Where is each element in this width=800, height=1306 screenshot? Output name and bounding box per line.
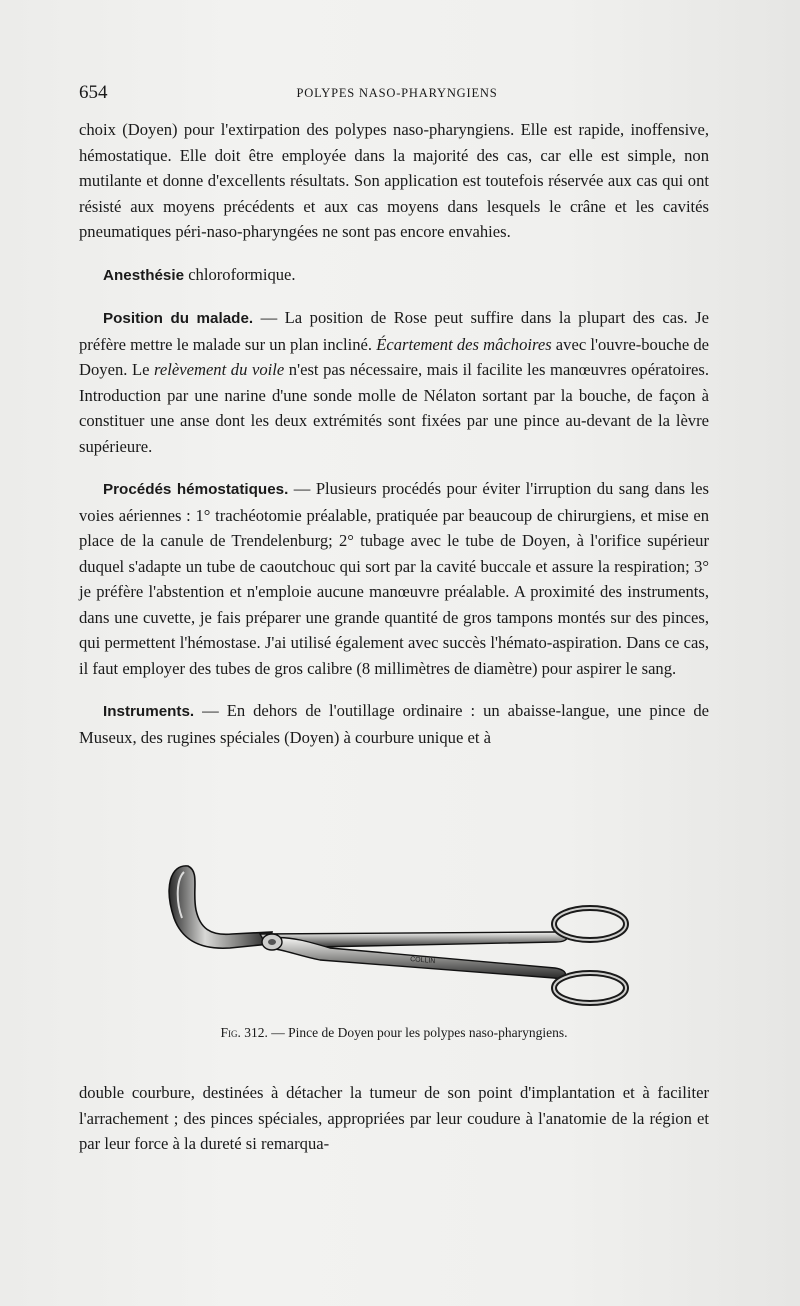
paragraph-text: avec l'ouvre-bouche de Doyen. Le xyxy=(79,334,709,379)
paragraph-text: n'est pas nécessaire, mais il facilite les manœuvres opératoires. Introduction par une narine d'une sonde molle de Nélaton sortant par la bouche, de façon à constituer une anse dont les deux extrémités sont fixées par une pince au-devant de la lèvre supérieure. xyxy=(79,360,709,456)
paragraph-lead: Position du malade. xyxy=(103,310,254,327)
paragraph-continuation: choix (Doyen) pour l'extirpation des polypes naso-pharyngiens. Elle est rapide, inoffensive, hémostatique. Elle doit être employée dans la majorité des cas, car elle est simple, non mutilante et donne d'excellents résultats. Son application est toutefois réservée aux cas qui ont résisté aux moyens précédents et aux cas moyens dans lesquels le crâne et les cavités pneumatiques péri-naso-pharyngées ne sont pas encore envahies. xyxy=(79,120,709,241)
body-text-top xyxy=(79,117,709,750)
page-header xyxy=(79,82,715,106)
paragraph-text: — Plusieurs procédés pour éviter l'irruption du sang dans les voies aériennes : 1° trachéotomie préalable, pratiquée par beaucoup de chirurgiens, et mise en place de la canule de Trendelenburg; 2° tubage avec le tube de Doyen, à l'orifice supérieur duquel s'adapte un tube de caoutchouc qui sort par la cavité buccale et assure la respiration; 3° je préfère l'abstention et n'emploie aucune manœuvre préalable. A proximité des instruments, dans une cuvette, je fais préparer une grande quantité de gros tampons montés sur des pinces, qui permettent l'hémostase. J'ai utilisé également avec succès l'hémato-aspiration. Dans ce cas, il faut employer des tubes de gros calibre (8 millimètres de diamètre) pour aspirer le sang. xyxy=(79,479,709,678)
paragraph-text: — La position de Rose peut suffire dans la plupart des cas. Je préfère mettre le malade sur un plan incliné. xyxy=(79,308,709,354)
paragraph-procedes-hemostatiques xyxy=(79,476,709,681)
paragraph-instruments xyxy=(79,698,709,750)
figure-caption xyxy=(79,1025,709,1041)
emphasis-text: relèvement du voile xyxy=(154,360,285,379)
body-text-bottom xyxy=(79,1080,709,1157)
paragraph-text: chloroformique. xyxy=(184,264,296,284)
paragraph-anesthesie xyxy=(79,262,709,289)
page-number: 654 xyxy=(79,82,108,103)
figure-label: Fig. 312. xyxy=(220,1025,268,1040)
forceps-maker-stamp: COLLIN xyxy=(409,956,436,966)
forceps-drawing xyxy=(160,858,640,1008)
paragraph-continuation: double courbure, destinées à détacher la tumeur de son point d'implantation et à faciliter l'arrachement ; des pinces spéciales, appropriées par leur coudure à l'anatomie de la région et par leur force à la dureté si remarqua- xyxy=(79,1083,709,1153)
forceps-jaw xyxy=(169,866,272,948)
figure-forceps-illustration xyxy=(160,858,640,1008)
figure-caption-text: — Pince de Doyen pour les polypes naso-pharyngiens. xyxy=(267,1025,568,1040)
running-title: POLYPES NASO-PHARYNGIENS xyxy=(296,86,498,100)
paragraph-lead: Anesthésie xyxy=(103,266,185,284)
paragraph-position-du-malade xyxy=(79,305,709,459)
paragraph-lead: Procédés hémostatiques. xyxy=(103,481,289,498)
paragraph-text: — En dehors de l'outillage ordinaire : un abaisse-langue, une pince de Museux, des rugines spéciales (Doyen) à courbure unique et à xyxy=(79,701,709,747)
emphasis-text: Écartement des mâchoires xyxy=(376,334,552,354)
paragraph-lead: Instruments. xyxy=(103,703,195,720)
